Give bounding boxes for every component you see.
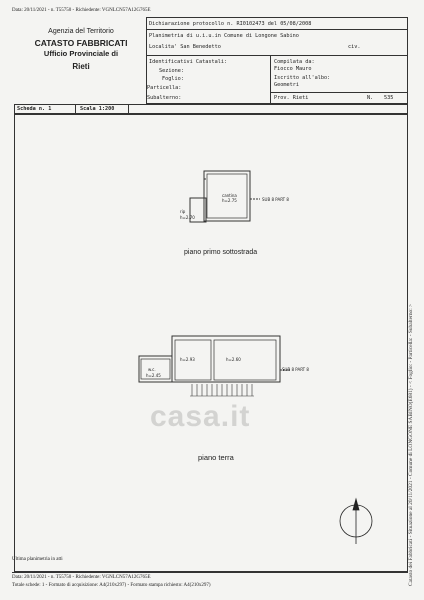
sub-label-lower: SUB 8 PART 8 bbox=[282, 367, 309, 372]
north-arrow-icon bbox=[340, 499, 372, 544]
n-value: 535 bbox=[384, 95, 394, 101]
floor-plan-drawing bbox=[14, 114, 408, 572]
footer-line2: Totale schede: 1 - Formato di acquisizione: A4(210x297) - Formato stampa richiesto: A4(210x297) bbox=[12, 583, 211, 588]
ufficio-label: Ufficio Provinciale di bbox=[43, 49, 119, 58]
wc-label: w.c. bbox=[148, 367, 156, 372]
divider bbox=[75, 104, 76, 114]
wc-height: h=2.45 bbox=[146, 373, 161, 378]
prov-label: Prov. Rieti bbox=[274, 95, 309, 101]
scala-label: Scala 1:200 bbox=[80, 106, 115, 112]
sub-label-upper: SUB 8 PART 8 bbox=[262, 197, 289, 202]
compilata-value: Fiocco Mauro bbox=[274, 66, 312, 72]
catasto-title: CATASTO FABBRICATI bbox=[34, 38, 128, 48]
caption-ground-floor: piano terra bbox=[198, 453, 234, 462]
civ-label: civ. bbox=[348, 44, 361, 50]
divider bbox=[12, 572, 408, 573]
caption-upper-floor: piano primo sottostrada bbox=[184, 249, 258, 256]
ufficio-city: Rieti bbox=[72, 62, 90, 71]
agency-name: Agenzia del Territorio bbox=[48, 28, 114, 35]
particella-label: Particella: bbox=[147, 85, 182, 91]
compilata-label: Compilata da: bbox=[274, 59, 315, 65]
n-label: N. bbox=[367, 95, 374, 101]
scheda-number: Scheda n. 1 bbox=[17, 106, 52, 112]
divider bbox=[270, 55, 271, 104]
divider bbox=[270, 92, 408, 93]
rip-label: rip bbox=[180, 209, 186, 214]
sezione-label: Sezione: bbox=[159, 68, 184, 74]
iscritto-label: Iscritto all'albo: bbox=[274, 75, 331, 81]
rip-height: h=2.70 bbox=[180, 215, 195, 220]
room-b-height: h=2.60 bbox=[226, 357, 241, 362]
divider bbox=[128, 104, 129, 114]
divider bbox=[146, 55, 408, 56]
room-b bbox=[214, 340, 276, 380]
protocol-line: Dichiarazione protocollo n. RI0102473 del 05/08/2008 bbox=[149, 21, 312, 27]
iscritto-value: Geometri bbox=[274, 82, 299, 88]
top-stamp: Data: 20/11/2021 - n. T55750 - Richiedente: VGNLCN57A12G765E bbox=[12, 8, 151, 13]
foglio-label: Foglio: bbox=[162, 76, 184, 82]
planimetria-line: Planimetria di u.i.u.in Comune di Longone Sabino bbox=[149, 33, 299, 39]
scheda-strip bbox=[14, 104, 408, 114]
localita-line: Localita' San Benedetto bbox=[149, 44, 221, 50]
room-a-height: h=2.93 bbox=[180, 357, 195, 362]
footer-line1: Data: 20/11/2021 - n. T55750 - Richiedente: VGNLCN57A12G765E bbox=[12, 575, 151, 580]
footer-note: Ultima planimetria in atti bbox=[12, 557, 63, 562]
side-situation-text: Catasto dei Fabbricati - Situazione al 20/11/2021 - Comune di LONGONE SABINO(E681) - < Foglio: - Particella: - Subalterno: > bbox=[408, 303, 414, 586]
subalterno-label: Subalterno: bbox=[147, 95, 182, 101]
agency-block bbox=[18, 28, 144, 71]
catastali-label: Identificativi Catastali: bbox=[149, 59, 228, 65]
cantina-label: cantina bbox=[222, 193, 237, 198]
stairs bbox=[190, 384, 254, 396]
divider bbox=[146, 29, 408, 30]
cantina-height: h=2.75 bbox=[222, 198, 237, 203]
watermark-logo: casa.it bbox=[150, 400, 251, 433]
